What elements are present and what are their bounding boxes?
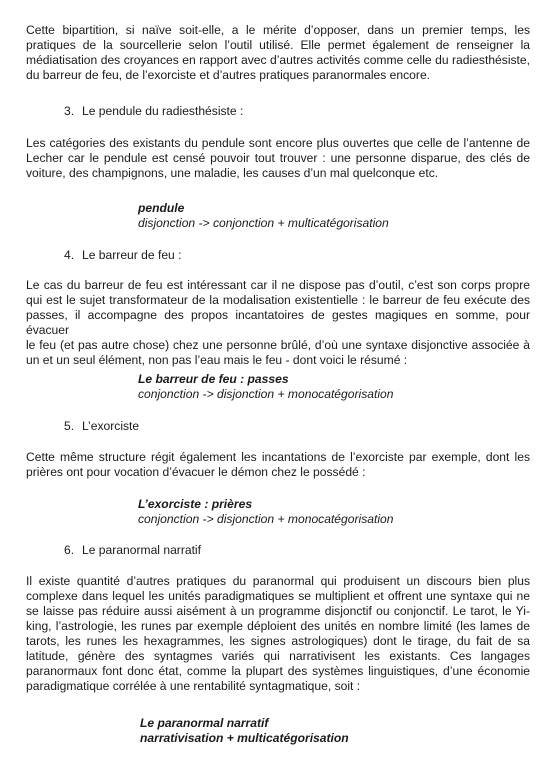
formula-paranormal (140, 716, 349, 746)
paragraph-line: Cette même structure régit également les incantations de l’exorciste par exemple, dont les (26, 450, 530, 464)
paragraph-line: du barreur de feu, de l’exorciste et d’autres pratiques paranormales encore. (26, 68, 431, 82)
formula-description: conjonction -> disjonction + monocatégorisation (138, 387, 394, 401)
formula-pendule (138, 201, 389, 231)
paragraph-line: un et un seul élément, non pas l’eau mais le feu - dont voici le résumé : (26, 353, 408, 367)
section-heading-6 (64, 543, 201, 558)
paragraph-intro (26, 23, 530, 83)
paragraph-line: Les catégories des existants du pendule sont encore plus ouvertes que celle de l’antenne de (26, 136, 530, 150)
formula-description: disjonction -> conjonction + multicatégorisation (138, 216, 389, 230)
section-heading-3 (64, 104, 243, 119)
paragraph-barreur (26, 278, 530, 368)
section-number: 4. (64, 248, 75, 262)
paragraph-line: Lecher car le pendule est censé pouvoir tout trouver : une personne disparue, des clés de (26, 151, 530, 165)
section-number: 6. (64, 543, 75, 557)
paragraph-line: Cette bipartition, si naïve soit-elle, a le mérite d’opposer, dans un premier temps, les (26, 23, 530, 37)
paragraph-line: prières ont pour vocation d’évacuer le démon chez le possédé : (26, 465, 366, 479)
paragraph-paranormal (26, 574, 530, 694)
paragraph-pendule (26, 136, 530, 181)
paragraph-line: latitude, génère des syntagmes variés qui narrativisent les existants. Ces langages (26, 649, 530, 663)
paragraph-line: se laisse pas réduire aussi aisément à un programme disjonctif ou conjonctif. Le tarot, le Yi- (26, 604, 530, 618)
paragraph-line: paranormaux font donc état, comme la plupart des systèmes linguistiques, d’une économie (26, 664, 530, 678)
paragraph-line: qui est le sujet transformateur de la modalisation existentielle : le barreur de feu exécute des (26, 293, 530, 307)
paragraph-line: tarots, les runes les hexagrammes, les signes astrologiques) dont le tirage, du fait de sa (26, 634, 530, 648)
section-heading-5 (64, 419, 139, 434)
paragraph-line: Il existe quantité d’autres pratiques du paranormal qui produisent un discours bien plus (26, 574, 530, 588)
section-title: L’exorciste (82, 419, 140, 433)
formula-title: pendule (138, 201, 185, 215)
formula-title: L’exorciste : prières (138, 497, 253, 511)
paragraph-line: Le cas du barreur de feu est intéressant car il ne dispose pas d’outil, c’est son corps propre (26, 278, 530, 292)
paragraph-line: voiture, des champignons, une maladie, les causes d’un mal quelconque etc. (26, 166, 439, 180)
section-number: 5. (64, 419, 75, 433)
paragraph-line: complexe dans lequel les unités paradigmatiques se multiplient et offrent une syntaxe qui ne (26, 589, 530, 603)
paragraph-line: king, l’astrologie, les runes par exemple déploient des unités en nombre limité (les lames de (26, 619, 530, 633)
formula-barreur (138, 372, 393, 402)
formula-title: Le barreur de feu : passes (138, 372, 289, 386)
section-title: Le pendule du radiesthésiste : (82, 104, 244, 118)
formula-title: Le paranormal narratif (140, 716, 269, 730)
paragraph-line: passes, il accompagne des propos incantatoires de gestes magiques en somme, pour évacuer (26, 308, 530, 337)
formula-exorciste (138, 497, 393, 527)
paragraph-line: pratiques de la sourcellerie selon l’outil utilisé. Elle permet également de renseigner la (26, 38, 530, 52)
paragraph-line: médiatisation des croyances en rapport avec d’autres activités comme celle du radiesthésiste, (26, 53, 530, 67)
paragraph-line: paradigmatique corrélée à une rentabilité syntagmatique, soit : (26, 679, 361, 693)
section-title: Le barreur de feu : (82, 248, 182, 262)
paragraph-exorciste (26, 450, 530, 480)
formula-description: conjonction -> disjonction + monocatégorisation (138, 512, 394, 526)
paragraph-line: le feu (et pas autre chose) chez une personne brûlé, d’où une syntaxe disjonctive associée à (26, 338, 530, 352)
formula-description: narrativisation + multicatégorisation (140, 731, 349, 745)
section-number: 3. (64, 104, 75, 118)
section-heading-4 (64, 248, 182, 263)
section-title: Le paranormal narratif (82, 543, 201, 557)
